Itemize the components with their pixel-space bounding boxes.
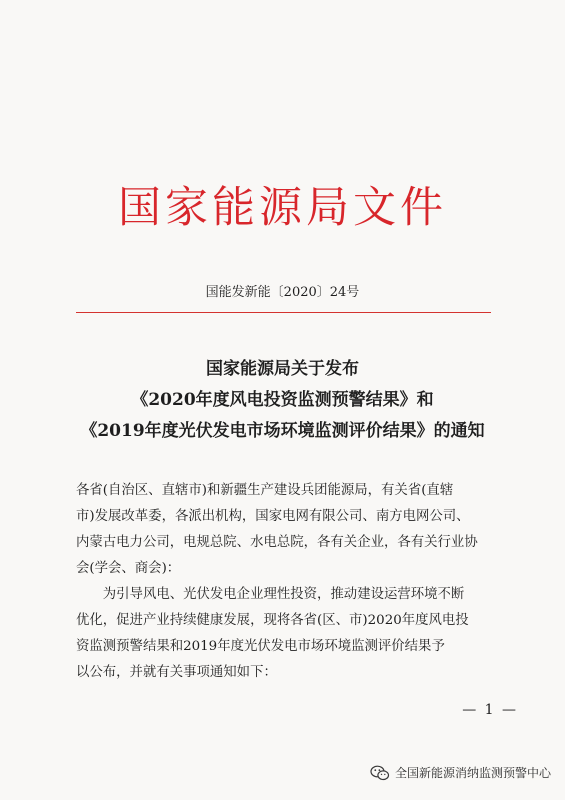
paragraph-line: 优化，促进产业持续健康发展，现将各省(区、市)2020年度风电投	[76, 613, 469, 628]
paragraph-line: 资监测预警结果和2019年度光伏发电市场环境监测评价结果予	[76, 639, 445, 654]
addressee-line: 市)发展改革委，各派出机构，国家电网有限公司、南方电网公司、	[76, 509, 470, 524]
document-number: 国能发新能〔2020〕24号	[205, 285, 360, 300]
title-line-2: 《2020年度风电投资监测预警结果》和	[131, 390, 434, 410]
title-line-3: 《2019年度光伏发电市场环境监测评价结果》的通知	[80, 421, 485, 441]
title-line-1: 国家能源局关于发布	[206, 359, 359, 379]
paragraph-line: 为引导风电、光伏发电企业理性投资，推动建设运营环境不断	[76, 587, 465, 602]
addressee-line: 内蒙古电力公司，电规总院、水电总院，各有关企业，各有关行业协	[76, 535, 478, 550]
notice-title	[0, 354, 565, 447]
intro-paragraph	[76, 582, 492, 686]
addressee-line: 会(学会、商会)：	[76, 561, 181, 576]
issuing-organization-header: 国家能源局文件	[118, 183, 447, 233]
addressee-line: 各省(自治区、直辖市)和新疆生产建设兵团能源局，有关省(直辖	[76, 483, 454, 498]
paragraph-line: 以公布，并就有关事项通知如下：	[76, 665, 277, 680]
wechat-watermark	[370, 764, 551, 781]
addressee-paragraph	[76, 478, 492, 582]
wechat-icon	[370, 765, 390, 781]
page-number: — 1 —	[462, 702, 518, 718]
body-text	[76, 478, 492, 686]
watermark-text: 全国新能源消纳监测预警中心	[394, 766, 551, 780]
red-divider-line	[76, 312, 491, 313]
